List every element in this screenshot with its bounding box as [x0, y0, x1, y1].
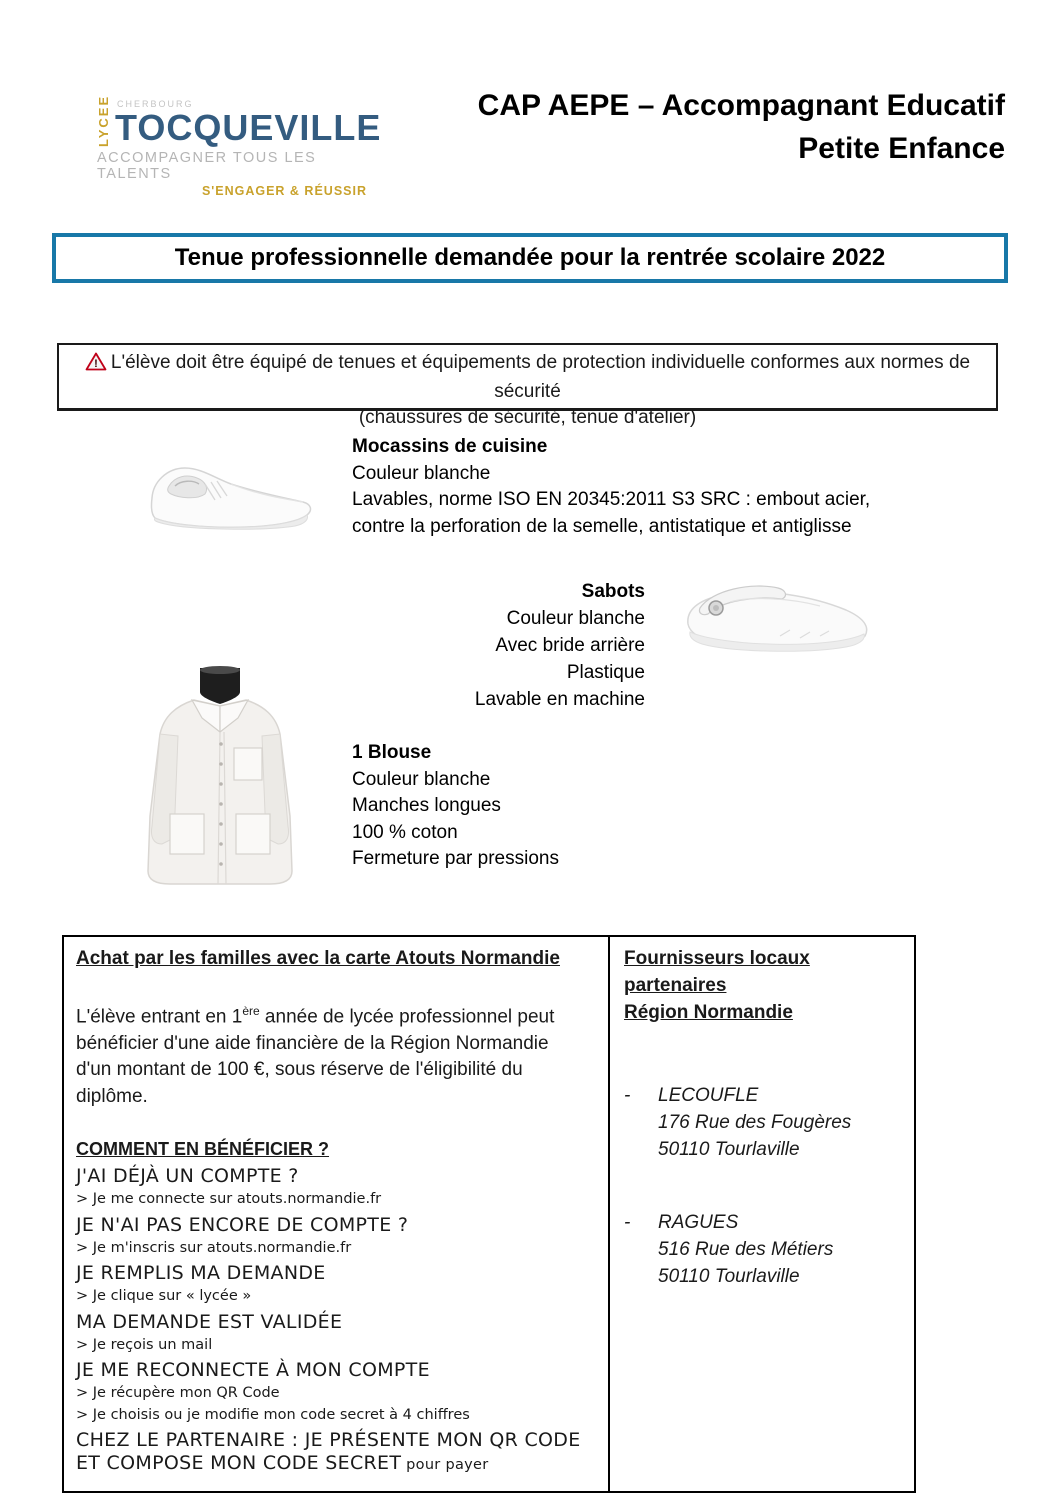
step-line: > Je m'inscris sur atouts.normandie.fr [76, 1239, 352, 1256]
suppliers-heading-line2: Région Normandie [624, 1002, 793, 1023]
mocassins-description [352, 434, 922, 540]
supplier-details [658, 1209, 833, 1290]
atouts-paragraph [76, 998, 586, 1110]
blouse-line1: Couleur blanche [352, 768, 491, 790]
list-dash: - [624, 1212, 631, 1233]
list-dash: - [624, 1085, 631, 1106]
supplier-details [658, 1082, 851, 1163]
page-title-line1: CAP AEPE – Accompagnant Educatif [477, 89, 1005, 122]
suppliers-heading-line1: Fournisseurs locaux partenaires [624, 948, 810, 996]
supplier-item [624, 1209, 900, 1290]
supplier-address2: 50110 Tourlaville [658, 1266, 800, 1287]
logo-school-name: TOCQUEVILLE [115, 107, 382, 148]
sabots-line4: Lavable en machine [474, 689, 645, 710]
blouse-photo [140, 666, 300, 896]
notice-line1 [59, 350, 996, 379]
step-line: JE ME RECONNECTE À MON COMPTE [76, 1359, 430, 1382]
supplier-address1: 176 Rue des Fougères [658, 1112, 852, 1133]
supplier-name: LECOUFLE [658, 1085, 759, 1106]
warning-triangle-icon [85, 352, 107, 379]
step-line: > Je récupère mon QR Code [76, 1385, 280, 1402]
suppliers-list [624, 1082, 900, 1290]
sabots-line3: Plastique [566, 662, 645, 683]
page-title [478, 84, 1005, 170]
logo-tagline: ACCOMPAGNER TOUS LES TALENTS [97, 150, 317, 182]
mocassins-title: Mocassins de cuisine [352, 436, 548, 457]
logo-lycee-vertical-text: LYCEE [96, 94, 111, 147]
how-to-benefit-heading: COMMENT EN BÉNÉFICIER ? [76, 1139, 330, 1160]
sabots-line2: Avec bride arrière [495, 635, 645, 656]
blouse-title: 1 Blouse [352, 742, 432, 763]
step-line: JE N'AI PAS ENCORE DE COMPTE ? [76, 1213, 409, 1236]
page-title-line2: Petite Enfance [798, 132, 1005, 165]
mocassins-line1: Couleur blanche [352, 462, 491, 484]
step-final-big: CHEZ LE PARTENAIRE : JE PRÉSENTE MON QR CODE ET COMPOSE MON CODE SECRET [76, 1429, 581, 1475]
school-logo [96, 94, 382, 198]
atouts-normandie-cell [64, 937, 610, 1491]
step-final-line [76, 1429, 596, 1477]
step-line: > Je me connecte sur atouts.normandie.fr [76, 1191, 382, 1208]
logo-city-text: CHERBOURG [117, 99, 194, 109]
notice-clipped-line: (chaussures de sécurité, tenue d'atelier) [358, 407, 697, 428]
supplier-address2: 50110 Tourlaville [658, 1139, 800, 1160]
sabots-photo [660, 566, 890, 671]
banner-title: Tenue professionnelle demandée pour la rentrée scolaire 2022 [174, 244, 886, 271]
blouse-line2: Manches longues [352, 795, 501, 816]
logo-main-block [115, 99, 381, 147]
sabots-description [300, 578, 645, 713]
logo-motto: S'ENGAGER & RÉUSSIR [201, 184, 367, 198]
blouse-description [352, 740, 752, 873]
supplier-name: RAGUES [658, 1212, 739, 1233]
notice-text-line1: L'élève doit être équipé de tenues et équipements de protection individuelle conformes aux normes de [110, 352, 971, 373]
atouts-paragraph-part2: année de lycée professionnel peut bénéficier d'une aide financière de la Région Normandie d'un montant de 100 €, sous réserve de l'éligibilité du diplôme. [76, 1006, 555, 1107]
step-line: > Je clique sur « lycée » [76, 1288, 252, 1305]
atouts-heading: Achat par les familles avec la carte Atouts Normandie [76, 948, 560, 969]
mocassins-photo [135, 442, 325, 542]
suppliers-cell [610, 937, 914, 1491]
step-line: > Je reçois un mail [76, 1336, 213, 1353]
blouse-line3: 100 % coton [352, 821, 458, 843]
steps-list [76, 1165, 596, 1477]
sabots-title: Sabots [581, 581, 645, 602]
notice-text-line2: sécurité [494, 381, 561, 402]
step-line: > Je choisis ou je modifie mon code secret à 4 chiffres [76, 1406, 470, 1423]
step-line: J'AI DÉJÀ UN COMPTE ? [76, 1165, 299, 1188]
supplier-address1: 516 Rue des Métiers [658, 1239, 834, 1260]
banner-box [52, 233, 1008, 283]
mocassins-line2: Lavables, norme ISO EN 20345:2011 S3 SRC : embout acier, contre la perforation de la semelle, antistatique et antiglisse [352, 489, 871, 537]
step-final-small: pour payer [401, 1457, 489, 1474]
logo-top-row [96, 94, 382, 148]
atouts-paragraph-sup: ère [242, 1004, 260, 1018]
svg-text:!: ! [94, 358, 98, 370]
sabots-line1: Couleur blanche [506, 608, 645, 629]
supplier-item [624, 1082, 900, 1163]
safety-notice-box [57, 343, 998, 428]
step-line: JE REMPLIS MA DEMANDE [76, 1262, 326, 1285]
blouse-line4: Fermeture par pressions [352, 848, 559, 869]
step-line: MA DEMANDE EST VALIDÉE [76, 1310, 343, 1333]
purchase-info-table [62, 935, 916, 1493]
atouts-paragraph-part1: L'élève entrant en 1 [76, 1006, 243, 1028]
